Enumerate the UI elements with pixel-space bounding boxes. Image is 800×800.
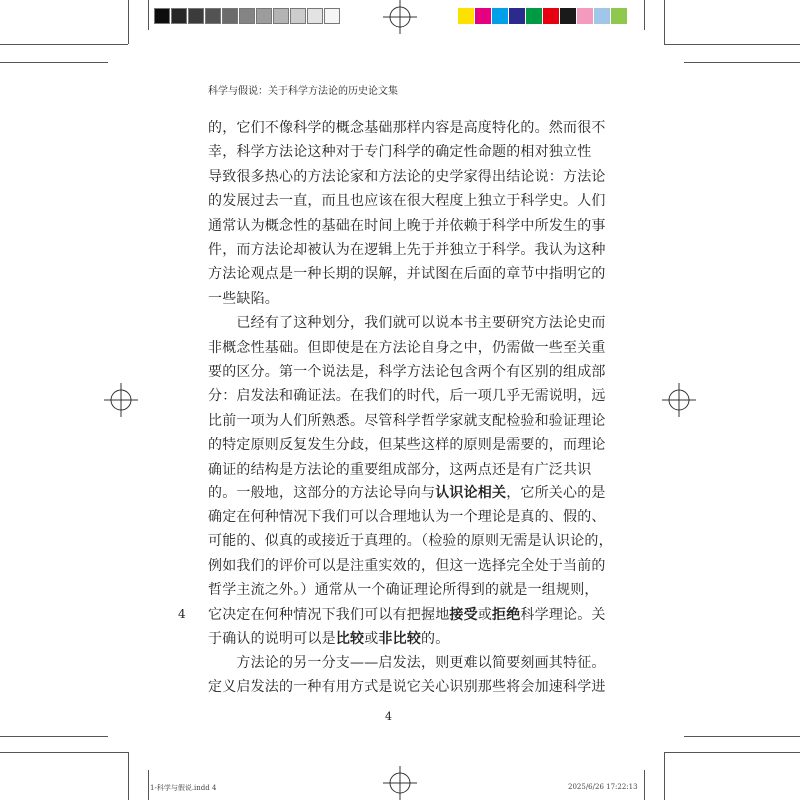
color-swatch [577, 8, 593, 24]
body-line: 确定在何种情况下我们可以合理地认为一个理论是真的、假的、 [208, 509, 606, 525]
body-line: 例如我们的评价可以是注重实效的，但这一选择完全处于当前的 [208, 557, 606, 574]
crop-mark [148, 0, 149, 30]
crop-mark [128, 752, 129, 800]
color-swatch [543, 8, 559, 24]
body-line: 要的区分。第一个说法是，科学方法论包含两个有区别的组成部 [208, 364, 606, 380]
color-swatch [526, 8, 542, 24]
gray-swatch [205, 8, 221, 24]
crop-mark [664, 752, 665, 800]
slug-filename: 1-科学与假说.indd 4 [150, 784, 217, 792]
crop-mark [0, 44, 128, 45]
color-swatch [458, 8, 474, 24]
body-line: 分：启发法和确证法。在我们的时代，后一项几乎无需说明，远 [208, 388, 606, 405]
body-line: 方法论观点是一种长期的误解，并试图在后面的章节中指明它的 [208, 266, 606, 283]
crop-mark [128, 0, 129, 44]
gray-swatch [273, 8, 289, 24]
crop-mark [0, 736, 108, 737]
body-line: 哲学主流之外。）通常从一个确证理论所得到的就是一组规则， [208, 582, 599, 599]
bold-term: 非比较 [378, 631, 422, 647]
body-line: 的发展过去一直，而且也应该在很大程度上独立于科学史。人们 [208, 193, 606, 210]
crop-mark [664, 0, 665, 44]
body-line-20: 它决定在何种情况下我们可以有把握地接受或拒绝科学理论。关 [208, 607, 606, 623]
crop-mark [148, 770, 149, 800]
crop-mark [684, 736, 800, 737]
crop-mark [0, 62, 108, 63]
crop-mark [0, 752, 128, 753]
crop-mark [664, 44, 800, 45]
page-number: 4 [385, 710, 392, 723]
bold-term: 拒绝 [492, 607, 521, 623]
body-line-21: 于确认的说明可以是比较或非比较的。 [208, 631, 450, 647]
color-swatch [560, 8, 576, 24]
margin-number: 4 [178, 607, 186, 621]
body-line: 的特定原则反复发生分歧，但某些这样的原则是需要的，而理论 [208, 437, 606, 454]
gray-swatch [171, 8, 187, 24]
registration-mark-icon [662, 383, 696, 417]
gray-swatch [222, 8, 238, 24]
registration-mark-icon [104, 383, 138, 417]
gray-swatch [256, 8, 272, 24]
gray-swatch [154, 8, 170, 24]
gray-swatch [324, 8, 340, 24]
body-line: 比前一项为人们所熟悉。尽管科学哲学家就支配检验和验证理论 [208, 412, 606, 429]
registration-mark-icon [383, 766, 417, 800]
body-line: 幸，科学方法论这种对于专门科学的确定性命题的相对独立性 [208, 144, 592, 161]
body-line: 确证的结构是方法论的重要组成部分，这两点还是有广泛共识 [208, 461, 592, 478]
color-swatch [509, 8, 525, 24]
body-line: 非概念性基础。但即使是在方法论自身之中，仍需做一些至关重 [208, 339, 606, 356]
registration-mark-icon [383, 0, 417, 34]
bold-term: 比较 [335, 631, 365, 647]
body-line: 定义启发法的一种有用方式是说它关心识别那些将会加速科学进 [208, 679, 606, 696]
bold-term: 接受 [449, 607, 478, 623]
body-line: 的，它们不像科学的概念基础那样内容是高度特化的。然而很不 [208, 120, 606, 136]
body-line: 可能的、似真的或接近于真理的。（检验的原则无需是认识论的， [208, 533, 613, 550]
crop-mark [644, 770, 645, 800]
body-line: 件，而方法论却被认为在逻辑上先于并独立于科学。我认为这种 [208, 242, 606, 258]
crop-mark [664, 752, 800, 753]
body-line: 一些缺陷。 [208, 290, 279, 307]
crop-mark [644, 0, 645, 30]
slug-timestamp: 2025/6/26 17:22:13 [568, 783, 638, 791]
bold-term: 认识论相关 [435, 485, 507, 501]
body-line: 通常认为概念性的基础在时间上晚于并依赖于科学中所发生的事 [208, 217, 606, 234]
color-swatch [492, 8, 508, 24]
gray-swatch [290, 8, 306, 24]
color-swatch [475, 8, 491, 24]
body-line: 方法论的另一分支——启发法，则更难以简要刻画其特征。 [208, 655, 606, 671]
color-swatch [611, 8, 627, 24]
gray-swatch [307, 8, 323, 24]
running-head: 科学与假说：关于科学方法论的历史论文集 [208, 86, 398, 97]
body-line: 导致很多热心的方法论家和方法论的史学家得出结论说：方法论 [208, 168, 606, 185]
crop-mark [684, 62, 800, 63]
gray-swatch [188, 8, 204, 24]
color-swatch [594, 8, 610, 24]
body-line: 已经有了这种划分，我们就可以说本书主要研究方法论史而 [208, 315, 606, 332]
gray-swatch [239, 8, 255, 24]
body-line-15: 的。一般地，这部分的方法论导向与认识论相关，它所关心的是 [208, 485, 606, 501]
